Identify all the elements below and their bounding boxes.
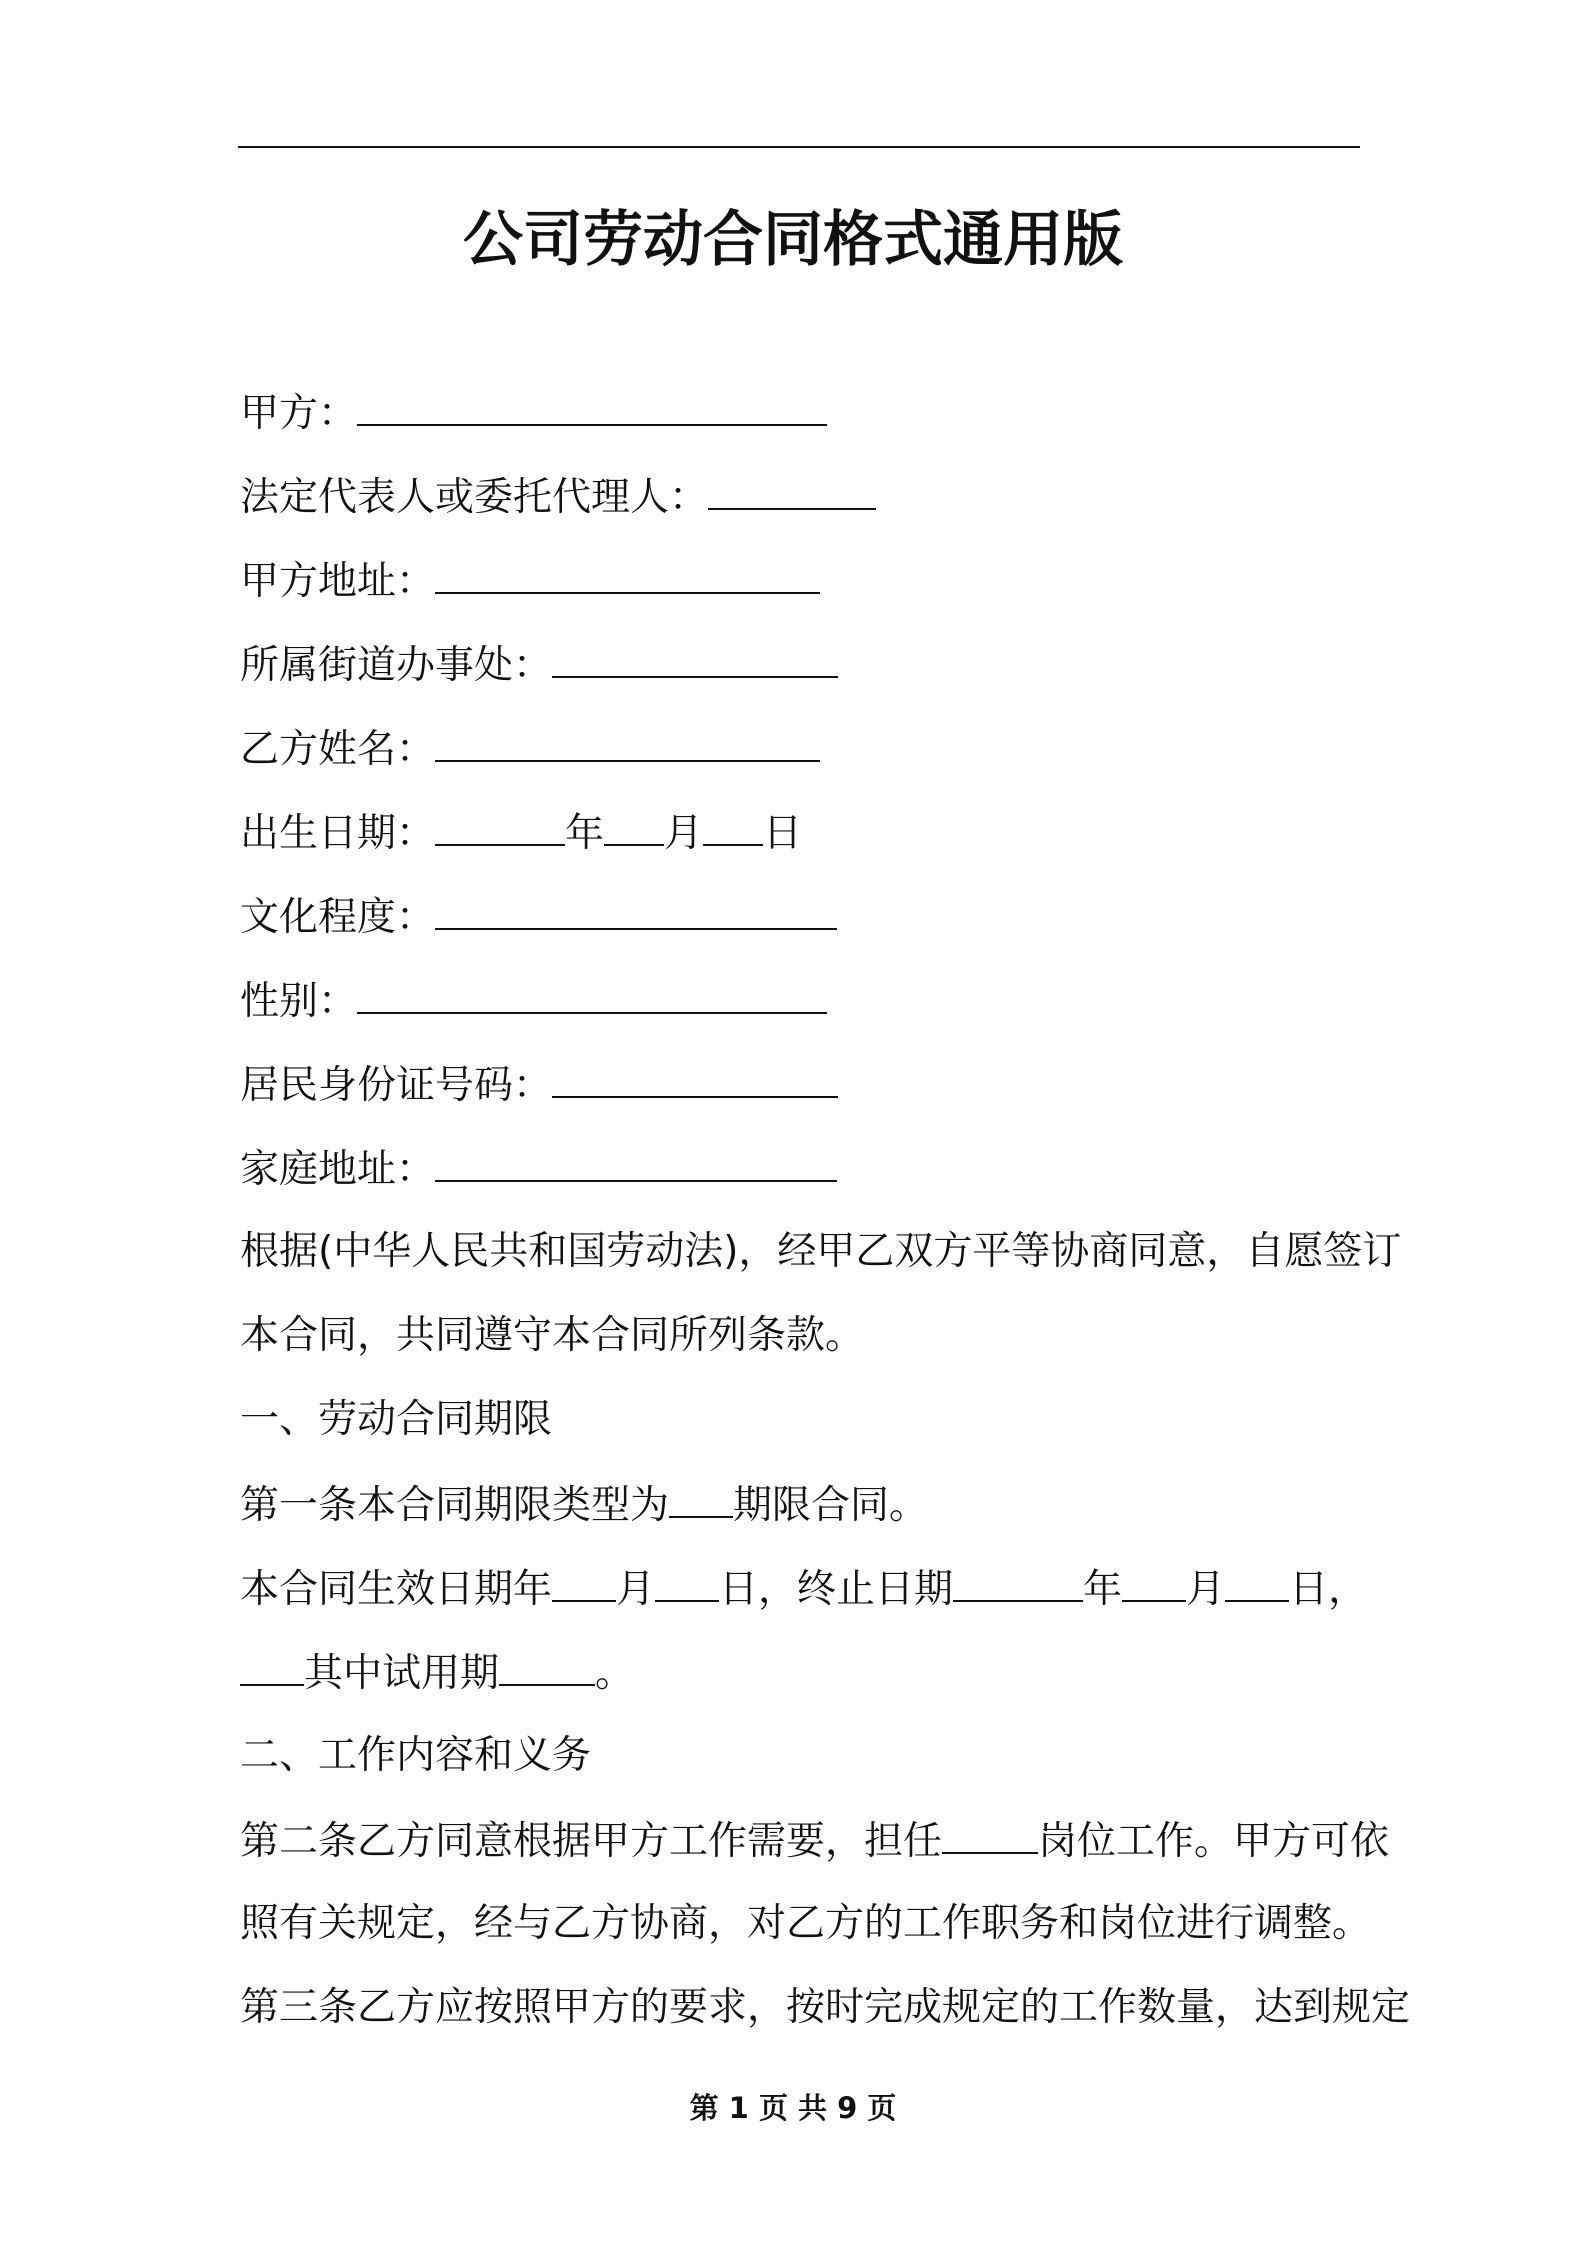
fill-blank-end-month[interactable]: [1122, 1546, 1186, 1602]
article-3: 第三条乙方应按照甲方的要求，按时完成规定的工作数量，达到规定: [240, 1985, 1411, 2030]
trial-period-line: [240, 1630, 1360, 1714]
field-id-number: [240, 1042, 1360, 1126]
day-label: 日，: [1289, 1567, 1368, 1612]
month-label: 月: [616, 1567, 656, 1612]
fill-blank-month[interactable]: [604, 790, 664, 846]
field-label: 乙方姓名：: [240, 727, 436, 772]
year-label: 年: [1083, 1567, 1123, 1612]
fill-blank-day[interactable]: [655, 1546, 719, 1602]
fill-blank[interactable]: [357, 958, 827, 1014]
field-birth-date: [240, 790, 1360, 874]
effective-date-line: [240, 1546, 1368, 1630]
month-label: 月: [664, 811, 704, 856]
fill-blank-end-day[interactable]: [1225, 1546, 1289, 1602]
field-label: 出生日期：: [240, 811, 436, 856]
article-text: 第二条乙方同意根据甲方工作需要，担任: [240, 1819, 943, 1864]
field-label: 法定代表人或委托代理人：: [240, 475, 709, 520]
article-2-line-2: 照有关规定，经与乙方协商，对乙方的工作职务和岗位进行调整。: [240, 1901, 1372, 1946]
article-text: 。: [595, 1651, 635, 1696]
section-2-heading: 二、工作内容和义务: [240, 1733, 592, 1778]
article-2: [240, 1798, 1390, 1882]
fill-blank-contract-type[interactable]: [669, 1462, 733, 1518]
fill-blank[interactable]: [435, 538, 820, 594]
fill-blank-year[interactable]: [435, 790, 565, 846]
article-text: 其中试用期: [304, 1651, 500, 1696]
fill-blank[interactable]: [552, 622, 838, 678]
field-label: 性别：: [240, 979, 358, 1024]
fill-blank[interactable]: [435, 706, 820, 762]
fill-blank[interactable]: [435, 874, 837, 930]
field-legal-representative: [240, 454, 1360, 538]
field-education: [240, 874, 1360, 958]
article-1: [240, 1462, 1360, 1546]
fill-blank-day[interactable]: [703, 790, 763, 846]
fill-blank-trial-period[interactable]: [499, 1630, 595, 1686]
day-label: 日: [763, 811, 803, 856]
header-rule: [238, 146, 1360, 148]
article-text: 岗位工作。甲方可依: [1038, 1819, 1390, 1864]
field-label: 居民身份证号码：: [240, 1063, 553, 1108]
fill-blank[interactable]: [240, 1630, 304, 1686]
field-label: 所属街道办事处：: [240, 643, 553, 688]
fill-blank[interactable]: [435, 1126, 837, 1182]
year-label: 年: [565, 811, 605, 856]
document-title: 公司劳动合同格式通用版: [463, 205, 1123, 275]
preamble-line-1: 根据(中华人民共和国劳动法)，经甲乙双方平等协商同意，自愿签订: [240, 1229, 1402, 1274]
field-home-address: [240, 1126, 1360, 1210]
field-party-b-name: [240, 706, 1360, 790]
month-label: 月: [1186, 1567, 1226, 1612]
fill-blank[interactable]: [357, 370, 827, 426]
fill-blank[interactable]: [552, 1042, 838, 1098]
fill-blank-end-year[interactable]: [953, 1546, 1083, 1602]
field-gender: [240, 958, 1360, 1042]
article-text: 日，终止日期: [719, 1567, 954, 1612]
fill-blank-month[interactable]: [552, 1546, 616, 1602]
fill-blank-position[interactable]: [942, 1798, 1038, 1854]
article-text: 第一条本合同期限类型为: [240, 1483, 670, 1528]
section-1-heading: 一、劳动合同期限: [240, 1397, 553, 1442]
field-street-office: [240, 622, 1360, 706]
preamble-line-2: 本合同，共同遵守本合同所列条款。: [240, 1313, 865, 1358]
fill-blank[interactable]: [708, 454, 876, 510]
field-party-a-address: [240, 538, 1360, 622]
field-label: 家庭地址：: [240, 1147, 436, 1192]
article-text: 本合同生效日期年: [240, 1567, 553, 1612]
field-label: 甲方：: [240, 391, 358, 436]
field-label: 甲方地址：: [240, 559, 436, 604]
page-number: 第 1 页 共 9 页: [689, 2091, 897, 2125]
field-party-a: [240, 370, 1360, 454]
field-label: 文化程度：: [240, 895, 436, 940]
article-text: 期限合同。: [733, 1483, 929, 1528]
document-body: [240, 370, 1411, 2050]
